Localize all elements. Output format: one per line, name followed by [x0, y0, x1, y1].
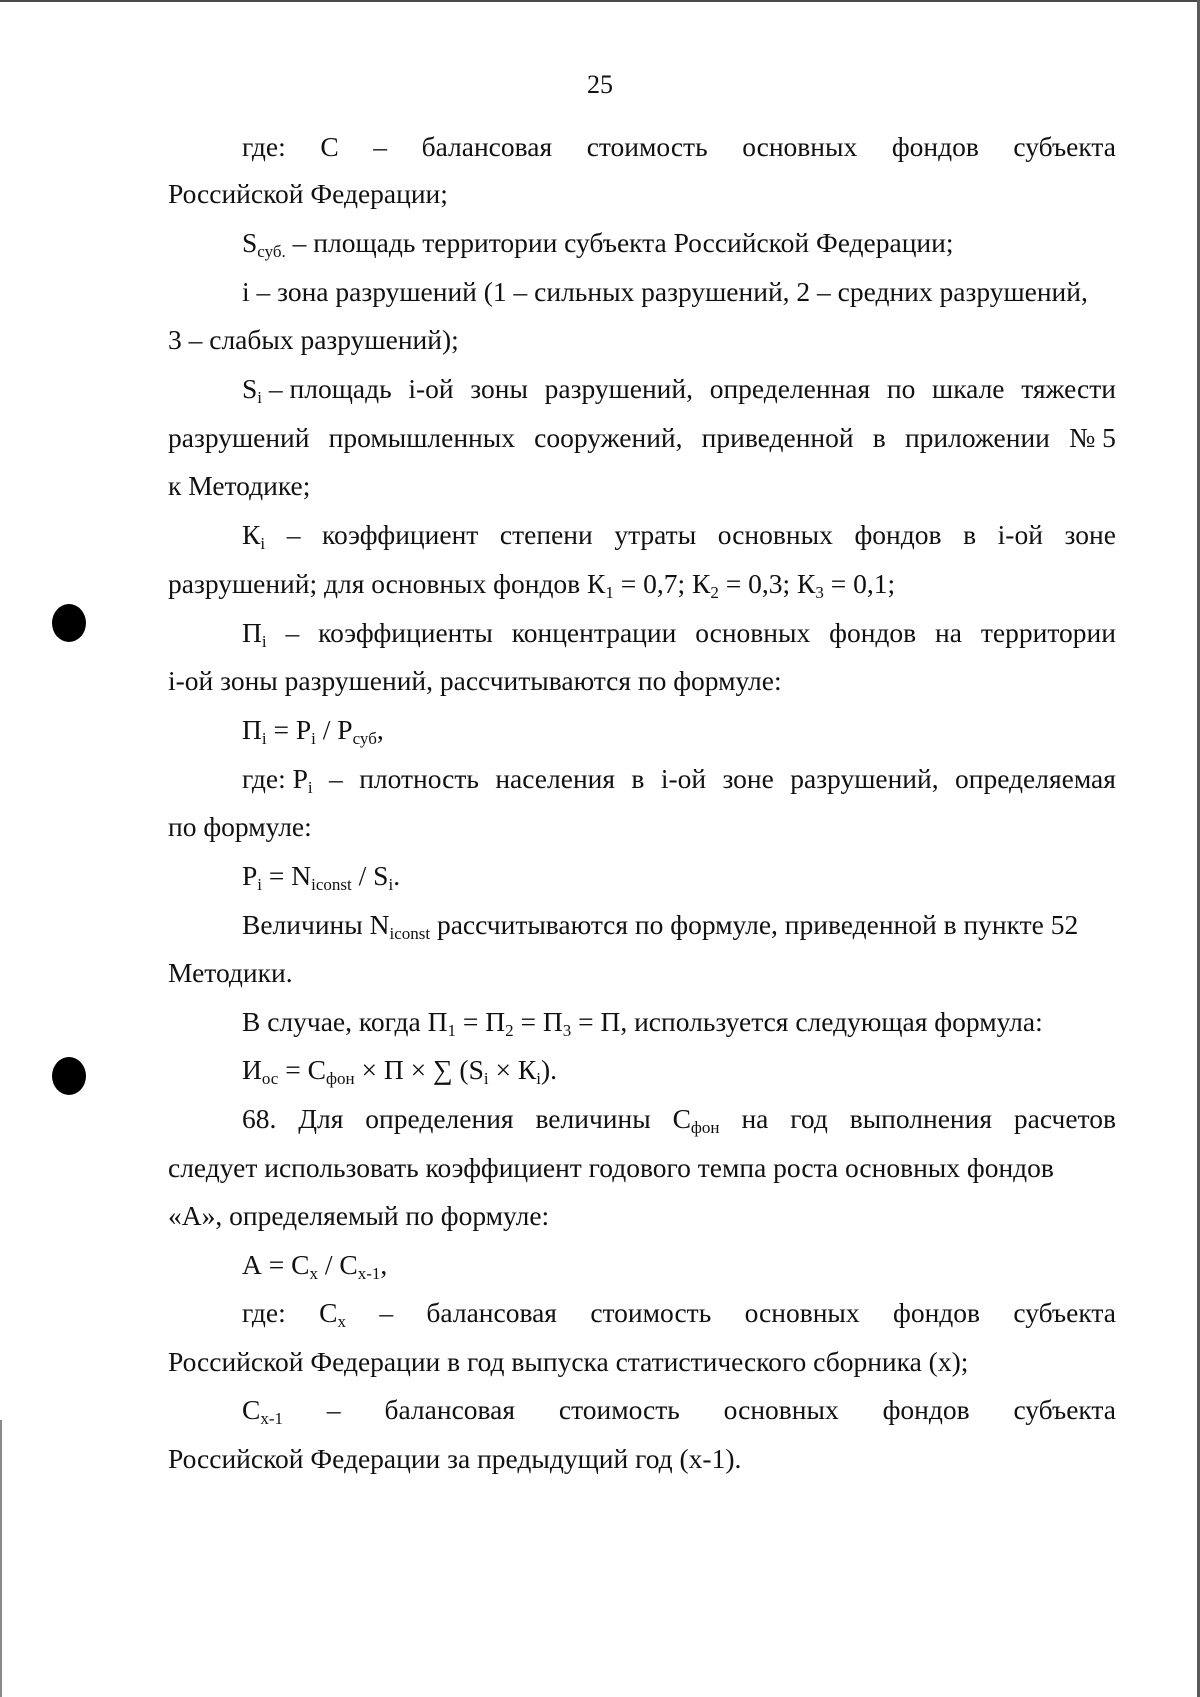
- text-line: $П_i$ – коэффициенты концентрации основных фондов на территории: [242, 617, 1116, 651]
- text-line: Методики.: [168, 957, 293, 988]
- text-line: «А», определяемый по формуле:: [168, 1200, 550, 1231]
- text-line: где: С – балансовая стоимость основных фондов субъекта: [242, 131, 1116, 162]
- text-line: $S_i$ – площадь i-ой зоны разрушений, определенная по шкале тяжести: [242, 373, 1116, 407]
- text-line: разрушений; для основных фондов $К_1 = 0,7$; $К_2 = 0,3$; $К_3 = 0,1$;: [168, 568, 896, 602]
- page-number: 25: [587, 70, 613, 99]
- formula-line: $П_i = Р_i / Р_{суб}$,: [242, 714, 384, 748]
- text-line: Российской Федерации за предыдущий год (х-1).: [168, 1443, 742, 1474]
- text-line: где: $Р_i$ – плотность населения в i-ой зоне разрушений, определяемая: [242, 763, 1116, 797]
- text-line: Российской Федерации в год выпуска статистического сборника (х);: [168, 1346, 969, 1377]
- text-line: где: $С_x$ – балансовая стоимость основных фондов субъекта: [242, 1297, 1116, 1331]
- text-line: $К_i$ – коэффициент степени утраты основных фондов в i-ой зоне: [242, 519, 1116, 553]
- text-line: В случае, когда $П_1 = П_2 = П_3 = П$, используется следующая формула:: [242, 1006, 1043, 1040]
- text-line: следует использовать коэффициент годового темпа роста основных фондов: [168, 1152, 1054, 1183]
- text-line: i-ой зоны разрушений, рассчитываются по формуле:: [168, 665, 782, 696]
- formula-line: $А = С_x / С_{x-1}$,: [242, 1249, 388, 1283]
- text-line: $S_{суб.}$ – площадь территории субъекта Российской Федерации;: [242, 227, 954, 261]
- text-line: i – зона разрушений (1 – сильных разрушений, 2 – средних разрушений,: [242, 276, 1088, 307]
- text-line: разрушений промышленных сооружений, приведенной в приложении № 5: [168, 422, 1116, 453]
- text-line: 68. Для определения величины $С_{фон}$ на год выполнения расчетов: [242, 1103, 1116, 1137]
- text-line: Российской Федерации;: [168, 178, 448, 209]
- text-line: к Методике;: [168, 470, 311, 501]
- text-line: 3 – слабых разрушений);: [168, 324, 459, 355]
- scan-edge: [0, 1420, 2, 1697]
- text-line: по формуле:: [168, 811, 312, 842]
- text-line: Величины $N_{iconst}$ рассчитываются по формуле, приведенной в пункте 52: [242, 909, 1079, 943]
- formula-line: $Р_i = N_{iconst} / S_i$.: [242, 860, 401, 894]
- formula-line: $И_{ос} = С_{фон} \times П$ × ∑ $(S_i \times К_i)$.: [242, 1054, 558, 1088]
- punch-hole-mark: [52, 604, 86, 642]
- punch-hole-mark: [52, 1057, 86, 1095]
- text-line: $С_{х-1}$ – балансовая стоимость основных фондов субъекта: [242, 1394, 1116, 1428]
